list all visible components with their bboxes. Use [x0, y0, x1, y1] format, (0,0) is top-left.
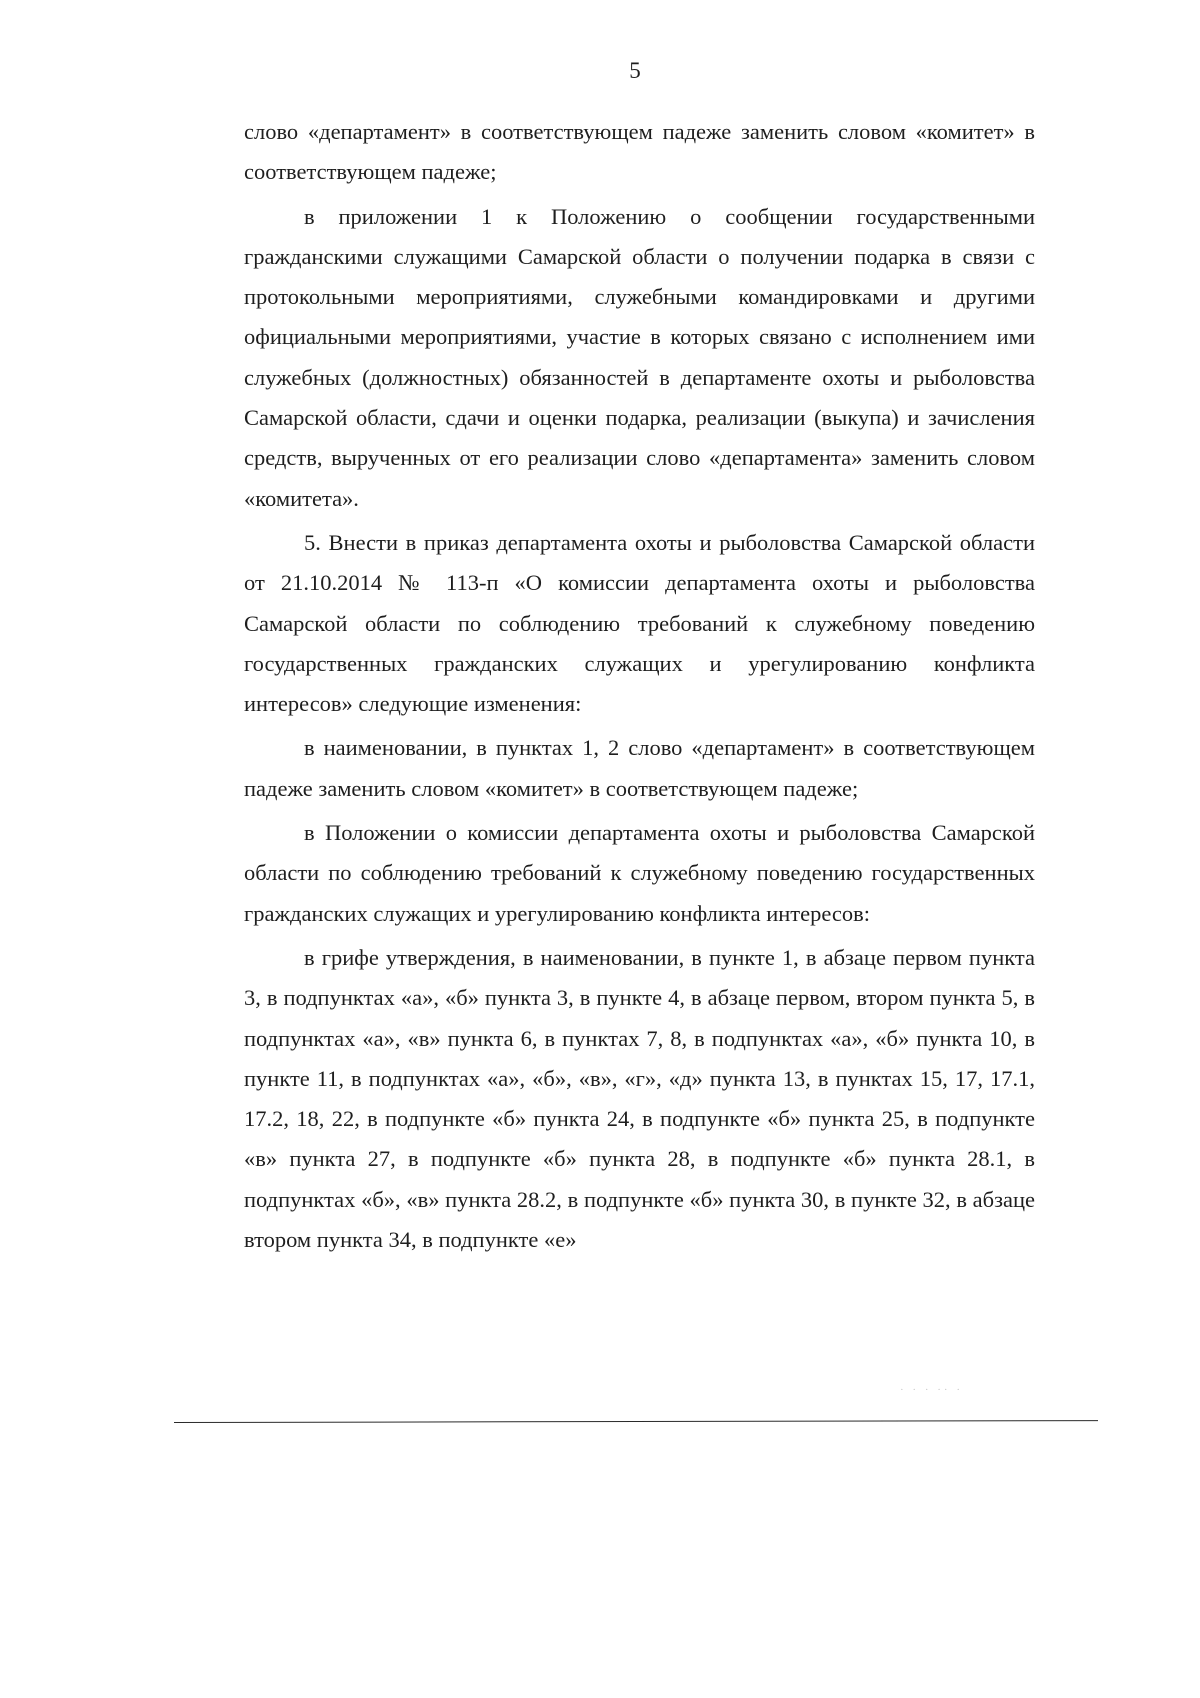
scan-artifact: · · · ·· · [900, 1384, 963, 1396]
paragraph-approval-stamp: в грифе утверждения, в наименовании, в пункте 1, в абзаце первом пункта 3, в подпунктах «а», «б» пункта 3, в пункте 4, в абзаце первом, втором пункта 5, в подпунктах «а», «в» пункта 6, в пунктах 7, 8, в подпунктах «а», «б» пункта 10, в пункте 11, в подпунктах «а», «б», «в», «г», «д» пункта 13, в пунктах 15, 17, 17.1, 17.2, 18, 22, в подпункте «б» пункта 24, в подпункте «б» пункта 25, в подпункте «в» пункта 27, в подпункте «б» пункта 28, в подпункте «б» пункта 28.1, в подпунктах «б», «в» пункта 28.2, в подпункте «б» пункта 30, в пункте 32, в абзаце втором пункта 34, в подпункте «е» [244, 944, 1035, 1253]
page-number: 5 [629, 58, 641, 83]
document-body [244, 112, 1035, 1260]
footer-divider [174, 1420, 1098, 1423]
paragraph-naming-change: в наименовании, в пунктах 1, 2 слово «департамент» в соответствующем падеже заменить словом «комитет» в соответствующем падеже; [244, 735, 1035, 801]
paragraph-appendix-1: в приложении 1 к Положению о сообщении государственными гражданскими служащими Самарской области о получении подарка в связи с протокольными мероприятиями, служебными командировками и другими официальными мероприятиями, участие в которых связано с исполнением ими служебных (должностных) обязанностей в департаменте охоты и рыболовства Самарской области, сдачи и оценки подарка, реализации (выкупа) и зачисления средств, вырученных от его реализации слово «департамента» заменить словом «комитета». [244, 203, 1035, 511]
paragraph-commission-regulation: в Положении о комиссии департамента охоты и рыболовства Самарской области по соблюдению требований к служебному поведению государственных гражданских служащих и урегулированию конфликта интересов: [244, 820, 1035, 926]
paragraph-continuation: слово «департамент» в соответствующем падеже заменить словом «комитет» в соответствующем падеже; [244, 119, 1035, 185]
paragraph-item-5: 5. Внести в приказ департамента охоты и рыболовства Самарской области от 21.10.2014 № 113-п «О комиссии департамента охоты и рыболовства Самарской области по соблюдению требований к служебному поведению государственных гражданских служащих и урегулированию конфликта интересов» следующие изменения: [244, 529, 1035, 717]
